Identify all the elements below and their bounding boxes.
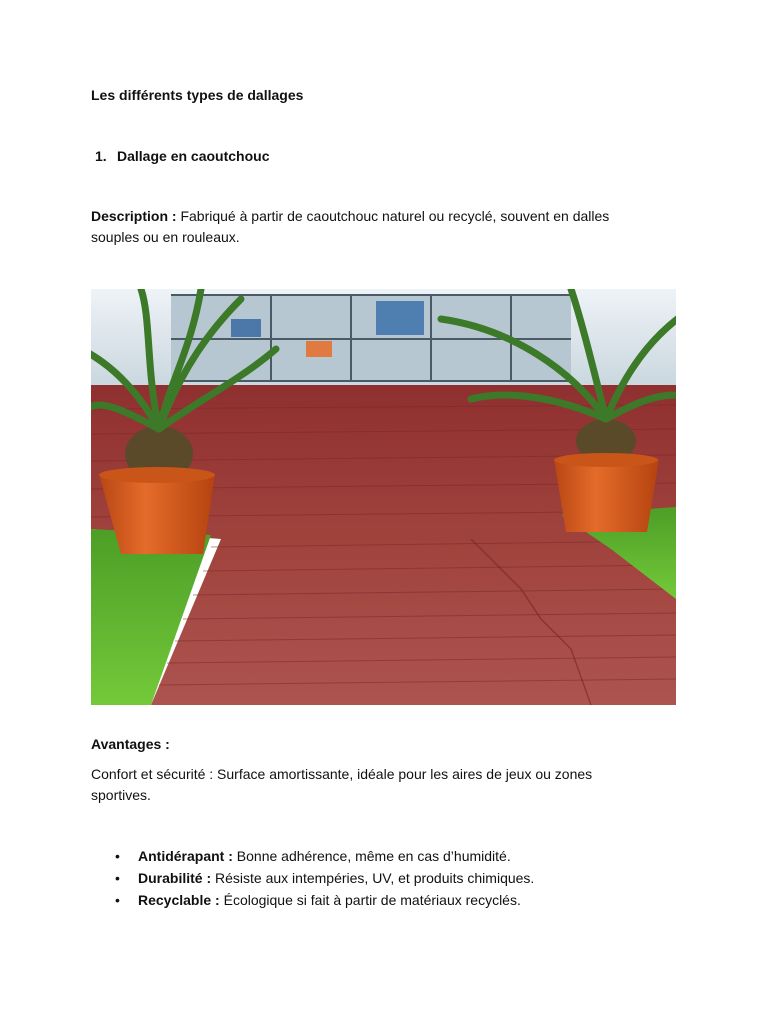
pot-right (554, 459, 659, 532)
section-title: Dallage en caoutchouc (117, 148, 270, 164)
rubber-paving-illustration (91, 289, 676, 705)
document-title: Les différents types de dallages (91, 87, 304, 103)
description-paragraph (91, 206, 651, 248)
list-item (91, 868, 534, 890)
bullet-icon: • (115, 892, 120, 908)
list-item (91, 846, 534, 868)
list-item (91, 890, 534, 912)
feature-text: Écologique si fait à partir de matériaux recyclés. (219, 892, 521, 908)
rubber-paving-photo (91, 289, 676, 705)
advantages-intro: Confort et sécurité : Surface amortissante, idéale pour les aires de jeux ou zones sportives. (91, 766, 593, 803)
feature-label: Antidérapant : (138, 848, 233, 864)
feature-text: Bonne adhérence, même en cas d’humidité. (232, 848, 511, 864)
feature-label: Recyclable : (138, 892, 220, 908)
section-heading (95, 146, 269, 167)
bullet-icon: • (115, 848, 120, 864)
feature-list (91, 846, 534, 912)
section-number: 1. (95, 148, 107, 164)
description-label: Description : (91, 208, 177, 224)
description-text: Fabriqué à partir de caoutchouc naturel ou recyclé, souvent en dalles souples ou en rouleaux. (91, 208, 610, 245)
bullet-icon: • (115, 870, 120, 886)
feature-text: Résiste aux intempéries, UV, et produits chimiques. (211, 870, 535, 886)
advantages-title: Avantages : (91, 736, 170, 752)
feature-label: Durabilité : (138, 870, 212, 886)
